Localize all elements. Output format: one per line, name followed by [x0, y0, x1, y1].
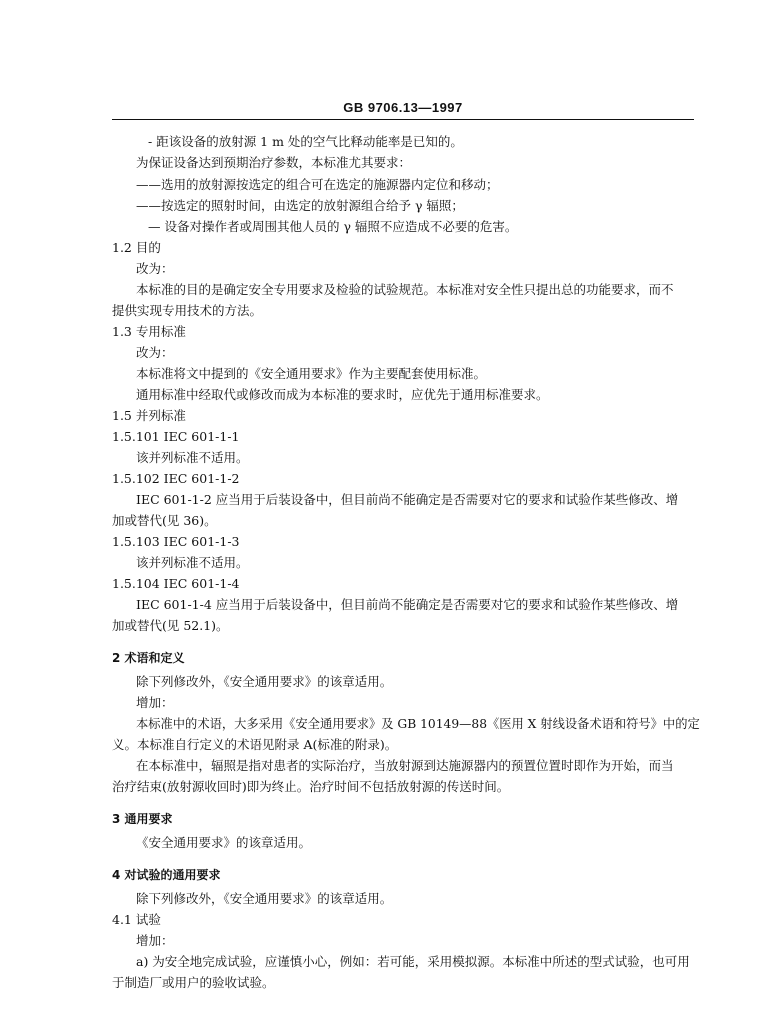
body-text-line: 该并列标准不适用。	[136, 450, 249, 465]
body-text-line: 义。本标准自行定义的术语见附录 A(标准的附录)。	[112, 737, 398, 752]
clause-heading: 1.5.102 IEC 601-1-2	[112, 471, 240, 486]
clause-heading: 1.3 专用标准	[112, 324, 186, 339]
body-text-line: 本标准中的术语，大多采用《安全通用要求》及 GB 10149—88《医用 X 射线设备术语和符号》中的定	[136, 716, 700, 731]
body-text-line: 提供实现专用技术的方法。	[112, 303, 263, 318]
section-heading: 3 通用要求	[112, 812, 173, 826]
body-text-line: 增加：	[136, 933, 174, 948]
body-text-line: 为保证设备达到预期治疗参数，本标准尤其要求：	[136, 155, 412, 170]
clause-heading: 1.5.103 IEC 601-1-3	[112, 534, 240, 549]
body-text-line: ——选用的放射源按选定的组合可在选定的施源器内定位和移动；	[136, 177, 499, 192]
body-text-line: 在本标准中，辐照是指对患者的实际治疗，当放射源到达施源器内的预置位置时即作为开始，而当	[136, 758, 674, 773]
section-heading: 2 术语和定义	[112, 651, 185, 665]
body-text-line: IEC 601-1-4 应当用于后装设备中，但目前尚不能确定是否需要对它的要求和试验作某些修改、增	[136, 597, 679, 612]
body-text-line: 《安全通用要求》的该章适用。	[136, 835, 312, 850]
clause-heading: 1.5 并列标准	[112, 408, 186, 423]
body-text-line: 本标准的目的是确定安全专用要求及检验的试验规范。本标准对安全性只提出总的功能要求，而不	[136, 282, 674, 297]
body-text-line: - 距该设备的放射源 1 m 处的空气比释动能率是已知的。	[148, 134, 463, 149]
body-text-line: a) 为安全地完成试验，应谨慎小心，例如：若可能，采用模拟源。本标准中所述的型式试验，也可用	[136, 954, 690, 969]
body-text-line: 通用标准中经取代或修改而成为本标准的要求时，应优先于通用标准要求。	[136, 387, 549, 402]
body-text-line: 增加：	[136, 695, 174, 710]
clause-heading: 1.5.104 IEC 601-1-4	[112, 576, 240, 591]
section-heading: 4 对试验的通用要求	[112, 868, 221, 882]
body-text-line: 该并列标准不适用。	[136, 555, 249, 570]
body-text-line: 本标准将文中提到的《安全通用要求》作为主要配套使用标准。	[136, 366, 487, 381]
body-text-line: 除下列修改外，《安全通用要求》的该章适用。	[136, 674, 393, 689]
standard-code-header: GB 9706.13—1997	[343, 100, 463, 115]
body-text-line: 加或替代(见 36)。	[112, 513, 217, 528]
body-text-line: 除下列修改外，《安全通用要求》的该章适用。	[136, 891, 393, 906]
header-rule	[112, 119, 694, 120]
clause-heading: 1.2 目的	[112, 240, 161, 255]
body-text-line: — 设备对操作者或周围其他人员的 γ 辐照不应造成不必要的危害。	[148, 219, 518, 234]
body-text-line: 改为：	[136, 345, 174, 360]
clause-heading: 4.1 试验	[112, 912, 161, 927]
clause-heading: 1.5.101 IEC 601-1-1	[112, 429, 240, 444]
body-text-line: 治疗结束(放射源收回时)即为终止。治疗时间不包括放射源的传送时间。	[112, 779, 510, 794]
body-text-line: 于制造厂或用户的验收试验。	[112, 975, 275, 990]
body-text-line: 改为：	[136, 261, 174, 276]
body-text-line: IEC 601-1-2 应当用于后装设备中，但目前尚不能确定是否需要对它的要求和试验作某些修改、增	[136, 492, 679, 507]
body-text-line: 加或替代(见 52.1)。	[112, 618, 229, 633]
body-text-line: ——按选定的照射时间，由选定的放射源组合给予 γ 辐照；	[136, 198, 464, 213]
